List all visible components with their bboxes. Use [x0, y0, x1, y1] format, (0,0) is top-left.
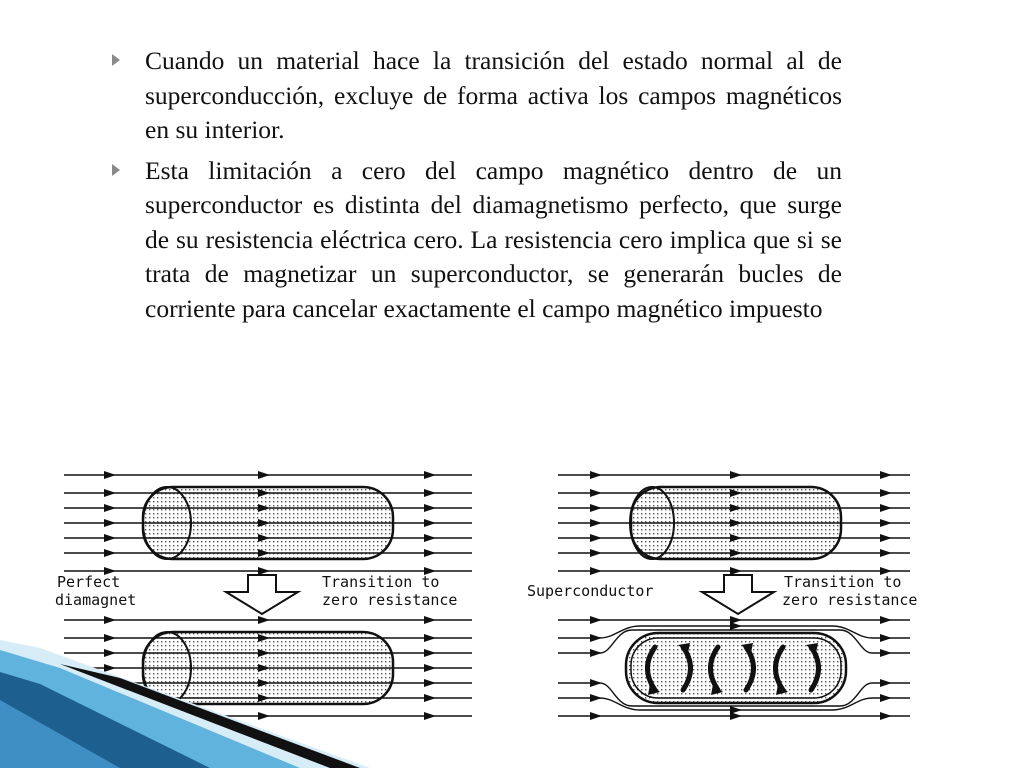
superconductor-label: Superconductor — [527, 582, 654, 600]
perfect-diamagnet-label: diamagnet — [55, 591, 137, 609]
bullet-text: Esta limitación a cero del campo magnético dentro de un superconductor es distinta del diamagnetismo perfecto, que surge de su resistencia eléctrica cero. La resistencia cero implica que si se trata de magnetizar un superconductor, se generarán bucles de corriente para cancelar exactamente el campo magnético impuesto — [145, 155, 842, 323]
transition-label: zero resistance — [322, 591, 458, 609]
bullet-text: Cuando un material hace la transición del estado normal al de superconducción, excluye de forma activa los campos magnéticos en su interior. — [145, 46, 842, 144]
transition-label: zero resistance — [782, 591, 918, 609]
transition-label: Transition to — [784, 573, 902, 591]
transition-label: Transition to — [322, 573, 440, 591]
perfect-diamagnet-label: Perfect — [57, 573, 121, 591]
